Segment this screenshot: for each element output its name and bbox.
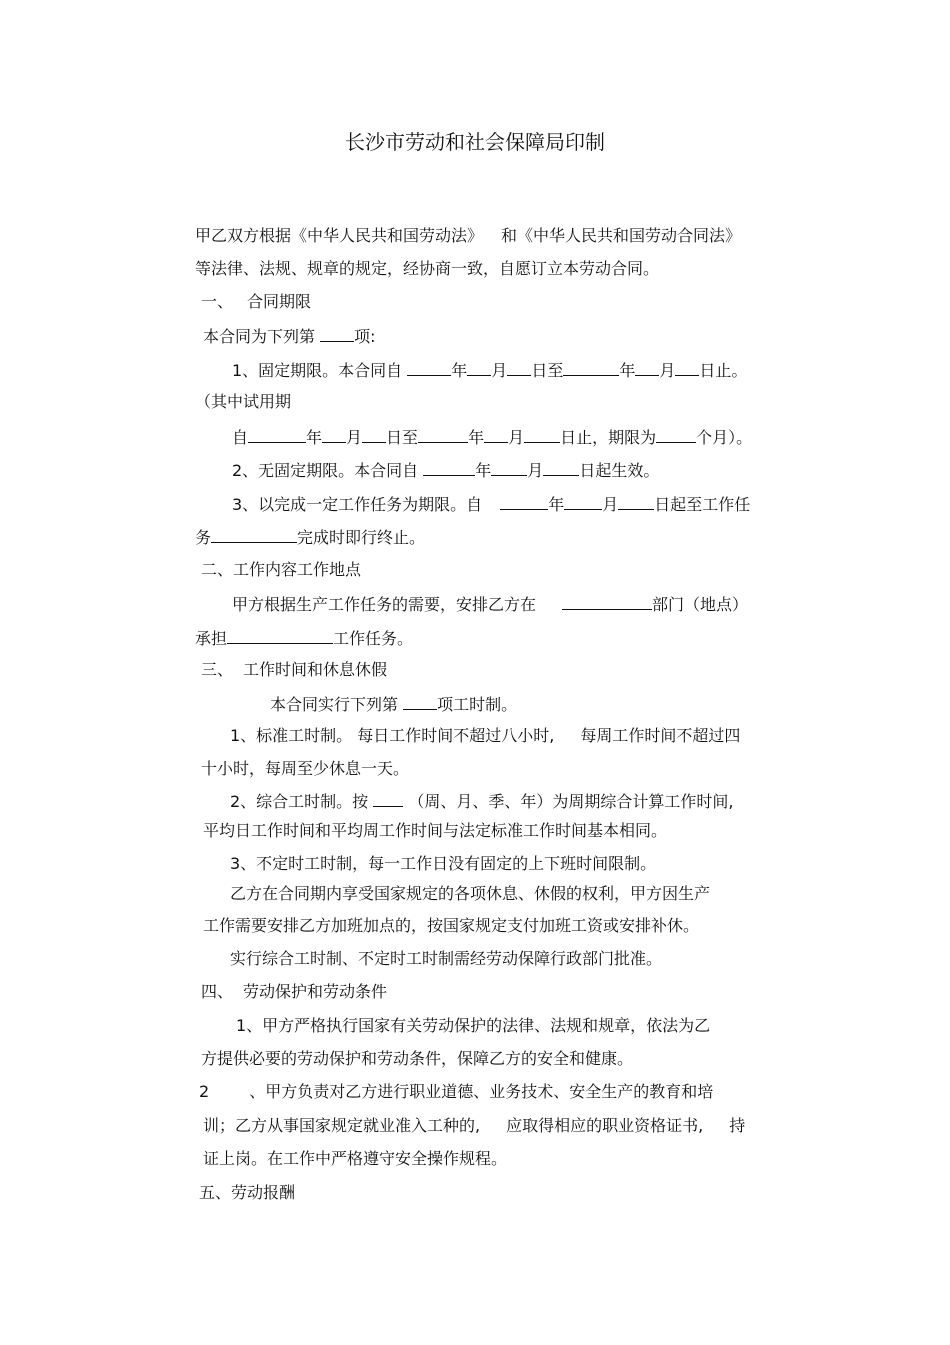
intro-text: 和《中华人民共和国劳动合同法》 [501, 226, 742, 245]
unit-label: 月 [346, 428, 363, 447]
blank-field[interactable] [248, 425, 306, 443]
standard-hours-text: 1、标准工时制。 每日工作时间不超过八小时, [230, 726, 555, 745]
unit-label: 日起生效。 [579, 461, 660, 480]
heading-number: 一、 [201, 292, 234, 311]
work-task-line [195, 626, 413, 650]
heading-number: 四、 [201, 982, 234, 1001]
task-term-line-2 [195, 525, 425, 549]
section-4-heading [201, 981, 387, 1003]
blank-field[interactable] [524, 425, 560, 443]
unit-label: 年 [548, 495, 565, 514]
blank-field[interactable] [618, 492, 654, 510]
work-task-text: 工作任务。 [333, 629, 414, 648]
intro-text: 甲乙双方根据《中华人民共和国劳动法》 [195, 226, 484, 245]
blank-field[interactable] [675, 358, 699, 376]
open-term-text: 2、无固定期限。本合同自 [232, 461, 419, 480]
blank-field[interactable] [543, 458, 579, 476]
task-term-text: 完成时即行终止。 [297, 528, 426, 547]
blank-field[interactable] [403, 692, 437, 710]
blank-field[interactable] [322, 425, 346, 443]
blank-field[interactable] [562, 592, 652, 610]
section-3-heading [201, 659, 387, 681]
flexible-hours-line: 3、不定时工时制，每一工作日没有固定的上下班时间限制。 [230, 854, 657, 873]
training-line-2 [203, 1115, 745, 1137]
work-task-text: 承担 [195, 629, 228, 648]
blank-field[interactable] [407, 358, 451, 376]
blank-field[interactable] [423, 458, 475, 476]
work-location-line [232, 592, 748, 616]
unit-label: 年 [306, 428, 323, 447]
heading-text: 劳动保护和劳动条件 [243, 982, 388, 1001]
unit-label: 月 [491, 361, 508, 380]
approval-line: 实行综合工时制、不定时工时制需经劳动保障行政部门批准。 [230, 949, 663, 968]
rest-rights-line: 乙方在合同期内享受国家规定的各项休息、休假的权利，甲方因生产 [230, 884, 711, 903]
unit-label: 个月）。 [696, 428, 753, 447]
standard-hours-line [230, 725, 740, 747]
heading-number: 三、 [201, 660, 234, 679]
combined-hours-line [230, 789, 733, 813]
blank-field[interactable] [320, 324, 354, 342]
hours-choice-text: 项工时制。 [437, 695, 518, 714]
training-line-1 [199, 1081, 713, 1103]
blank-field[interactable] [500, 492, 548, 510]
blank-field[interactable] [656, 425, 696, 443]
blank-field[interactable] [418, 425, 468, 443]
standard-hours-line-2: 十小时，每周至少休息一天。 [201, 759, 410, 778]
probation-dates-line [232, 425, 752, 449]
rest-rights-line-2: 工作需要安排乙方加班加点的，按国家规定支付加班工资或安排补休。 [203, 916, 700, 935]
fixed-term-line [232, 358, 747, 382]
blank-field[interactable] [467, 358, 491, 376]
unit-label: 日至 [386, 428, 419, 447]
item-number: 2 [199, 1082, 210, 1101]
term-choice-text: 本合同为下列第 [203, 327, 316, 346]
combined-hours-line-2: 平均日工作时间和平均周工作时间与法定标准工作时间基本相同。 [203, 821, 668, 840]
unit-label: 月 [508, 428, 525, 447]
section-2-heading: 二、工作内容工作地点 [201, 560, 362, 579]
unit-label: 年 [619, 361, 636, 380]
work-location-text: 部门（地点） [652, 595, 749, 614]
unit-label: 年 [451, 361, 468, 380]
section-1-heading [201, 291, 311, 313]
heading-text: 合同期限 [247, 292, 312, 311]
blank-field[interactable] [635, 358, 659, 376]
blank-field[interactable] [373, 789, 403, 807]
unit-label: 月 [602, 495, 619, 514]
open-term-line [232, 458, 659, 482]
blank-field[interactable] [491, 458, 527, 476]
work-location-text: 甲方根据生产工作任务的需要，安排乙方在 [232, 595, 537, 614]
blank-field[interactable] [362, 425, 386, 443]
term-choice-line [203, 324, 376, 348]
unit-label: 自 [232, 428, 249, 447]
hours-choice-line [270, 692, 517, 716]
unit-label: 年 [475, 461, 492, 480]
hours-choice-text: 本合同实行下列第 [270, 695, 399, 714]
task-term-line [232, 492, 750, 516]
unit-label: 月 [527, 461, 544, 480]
intro-line-1 [195, 225, 741, 247]
blank-field[interactable] [564, 492, 602, 510]
term-choice-text: 项: [354, 327, 376, 346]
blank-field[interactable] [507, 358, 531, 376]
blank-field[interactable] [484, 425, 508, 443]
combined-hours-text: 2、综合工时制。按 [230, 792, 369, 811]
protection-line-2: 方提供必要的劳动保护和劳动条件，保障乙方的安全和健康。 [201, 1049, 634, 1068]
unit-label: 日止。 [699, 361, 748, 380]
blank-field[interactable] [227, 626, 333, 644]
combined-hours-text: （周、月、季、年）为周期综合计算工作时间, [408, 792, 734, 811]
training-text: 、甲方负责对乙方进行职业道德、业务技术、安全生产的教育和培 [249, 1082, 714, 1101]
unit-label: 年 [468, 428, 485, 447]
unit-label: 日止，期限为 [560, 428, 657, 447]
training-line-3: 证上岗。在工作中严格遵守安全操作规程。 [203, 1149, 508, 1168]
page-title: 长沙市劳动和社会保障局印制 [345, 130, 605, 154]
fixed-term-text: 1、固定期限。本合同自 [232, 361, 403, 380]
section-5-heading: 五、劳动报酬 [199, 1183, 296, 1202]
training-text: 训；乙方从事国家规定就业准入工种的, [203, 1116, 481, 1135]
intro-line-2: 等法律、法规、规章的规定，经协商一致，自愿订立本劳动合同。 [195, 259, 660, 278]
probation-line: （其中试用期 [195, 392, 292, 411]
unit-label: 日起至工作任 [654, 495, 751, 514]
blank-field[interactable] [563, 358, 619, 376]
unit-label: 务 [195, 528, 212, 547]
unit-label: 日至 [531, 361, 564, 380]
standard-hours-text: 每周工作时间不超过四 [580, 726, 741, 745]
training-text: 应取得相应的职业资格证书, [506, 1116, 704, 1135]
unit-label: 月 [659, 361, 676, 380]
blank-field[interactable] [211, 525, 297, 543]
heading-text: 工作时间和休息休假 [243, 660, 388, 679]
task-term-text: 3、以完成一定工作任务为期限。自 [232, 495, 483, 514]
training-text: 持 [729, 1116, 746, 1135]
protection-line-1: 1、甲方严格执行国家有关劳动保护的法律、法规和规章，依法为乙 [236, 1016, 711, 1035]
